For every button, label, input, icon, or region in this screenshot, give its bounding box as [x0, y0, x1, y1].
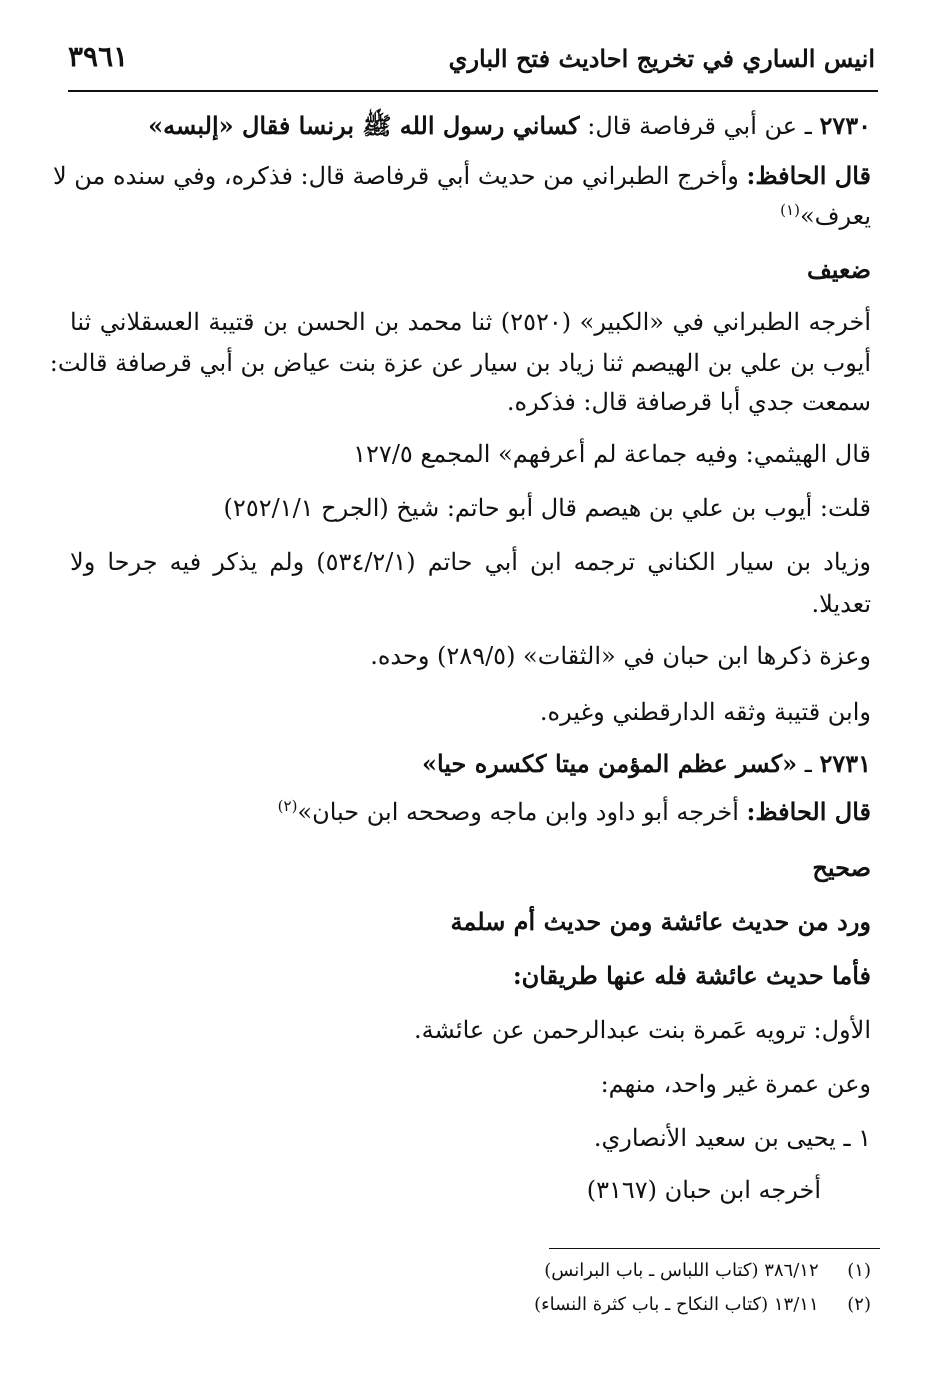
list-item-1	[594, 1122, 871, 1154]
hadith-dash: ـ	[804, 112, 812, 140]
hafiz-label: قال الحافظ:	[746, 161, 871, 190]
paragraph-11: أخرجه ابن حبان (٣١٦٧)	[586, 1176, 821, 1204]
footnote-ref: ٣٨٦/١٢	[764, 1260, 819, 1281]
paragraph-10: وعن عمرة غير واحد، منهم:	[600, 1070, 871, 1098]
header-rule	[68, 90, 878, 92]
footnote-ref: ١٣/١١	[773, 1294, 819, 1315]
hafiz-quote-2	[278, 796, 871, 828]
footnote-1	[544, 1260, 871, 1281]
paragraph-1-line-1: أخرجه الطبراني في «الكبير» (٢٥٢٠) ثنا محمد بن الحسن بن قتيبة العسقلاني ثنا	[70, 308, 871, 336]
hafiz-label: قال الحافظ:	[746, 797, 871, 826]
hafiz-quote-text: أخرجه أبو داود وابن ماجه وصححه ابن حبان»	[297, 798, 739, 826]
footnote-2	[534, 1294, 871, 1315]
paragraph-6: وابن قتيبة وثقه الدارقطني وغيره.	[539, 698, 871, 726]
hadith-2731-heading	[422, 748, 871, 780]
list-item-number: ١	[858, 1124, 871, 1152]
footnote-mark: (٢)	[847, 1294, 871, 1315]
list-item-dash: ـ	[843, 1124, 851, 1152]
paragraph-2: قال الهيثمي: وفيه جماعة لم أعرفهم» المجمع ١٢٧/٥	[353, 440, 871, 468]
page-number: ٣٩٦١	[68, 40, 129, 73]
hafiz-quote-1-line-2	[780, 200, 871, 232]
hadith-number: ٢٧٣١	[819, 749, 871, 778]
paragraph-1-line-2: أيوب بن علي بن الهيصم ثنا زياد بن سيار عن عزة بنت عياض بن أبي قرصافة قالت:	[49, 349, 871, 377]
footnote-marker: (٢)	[277, 797, 298, 815]
hadith-dash: ـ	[804, 750, 812, 778]
footnote-marker: (١)	[780, 201, 800, 219]
grade-2: صحيح	[812, 853, 871, 882]
grade-1: ضعيف	[806, 255, 871, 284]
hadith-2730-heading	[148, 110, 871, 142]
paragraph-8: فأما حديث عائشة فله عنها طريقان:	[512, 961, 871, 990]
paragraph-7: ورد من حديث عائشة ومن حديث أم سلمة	[450, 907, 871, 936]
list-item-text: يحيى بن سعيد الأنصاري.	[593, 1124, 836, 1152]
paragraph-4-line-2: تعديلا.	[811, 590, 871, 618]
paragraph-4-line-1: وزياد بن سيار الكناني ترجمه ابن أبي حاتم (٥٣٤/٢/١) ولم يذكر فيه جرحا ولا	[70, 548, 872, 576]
footnote-text: (كتاب النكاح ـ باب كثرة النساء)	[534, 1294, 769, 1315]
footnote-mark: (١)	[847, 1260, 871, 1281]
paragraph-9: الأول: ترويه عَمرة بنت عبدالرحمن عن عائشة.	[414, 1016, 871, 1044]
hadith-intro: عن أبي قرفاصة قال:	[587, 112, 798, 140]
hadith-number: ٢٧٣٠	[819, 111, 871, 140]
footnote-rule	[549, 1248, 880, 1249]
running-header-title: انيس الساري في تخريج احاديث فتح الباري	[448, 44, 875, 73]
hafiz-quote-text: يعرف»	[799, 202, 871, 230]
paragraph-5: وعزة ذكرها ابن حبان في «الثقات» (٢٨٩/٥) وحده.	[370, 642, 871, 670]
footnote-text: (كتاب اللباس ـ باب البرانس)	[544, 1260, 759, 1281]
hadith-text: «كسر عظم المؤمن ميتا ككسره حيا»	[421, 749, 798, 778]
paragraph-1-line-3: سمعت جدي أبا قرصافة قال: فذكره.	[506, 388, 871, 416]
hafiz-quote-1-line-1	[52, 160, 871, 192]
hadith-text: كساني رسول الله ﷺ برنسا فقال «إلبسه»	[148, 111, 580, 140]
paragraph-3: قلت: أيوب بن علي بن هيصم قال أبو حاتم: شيخ (الجرح ٢٥٢/١/١)	[223, 494, 871, 522]
hafiz-quote-text: وأخرج الطبراني من حديث أبي قرفاصة قال: فذكره، وفي سنده من لا	[52, 162, 739, 190]
